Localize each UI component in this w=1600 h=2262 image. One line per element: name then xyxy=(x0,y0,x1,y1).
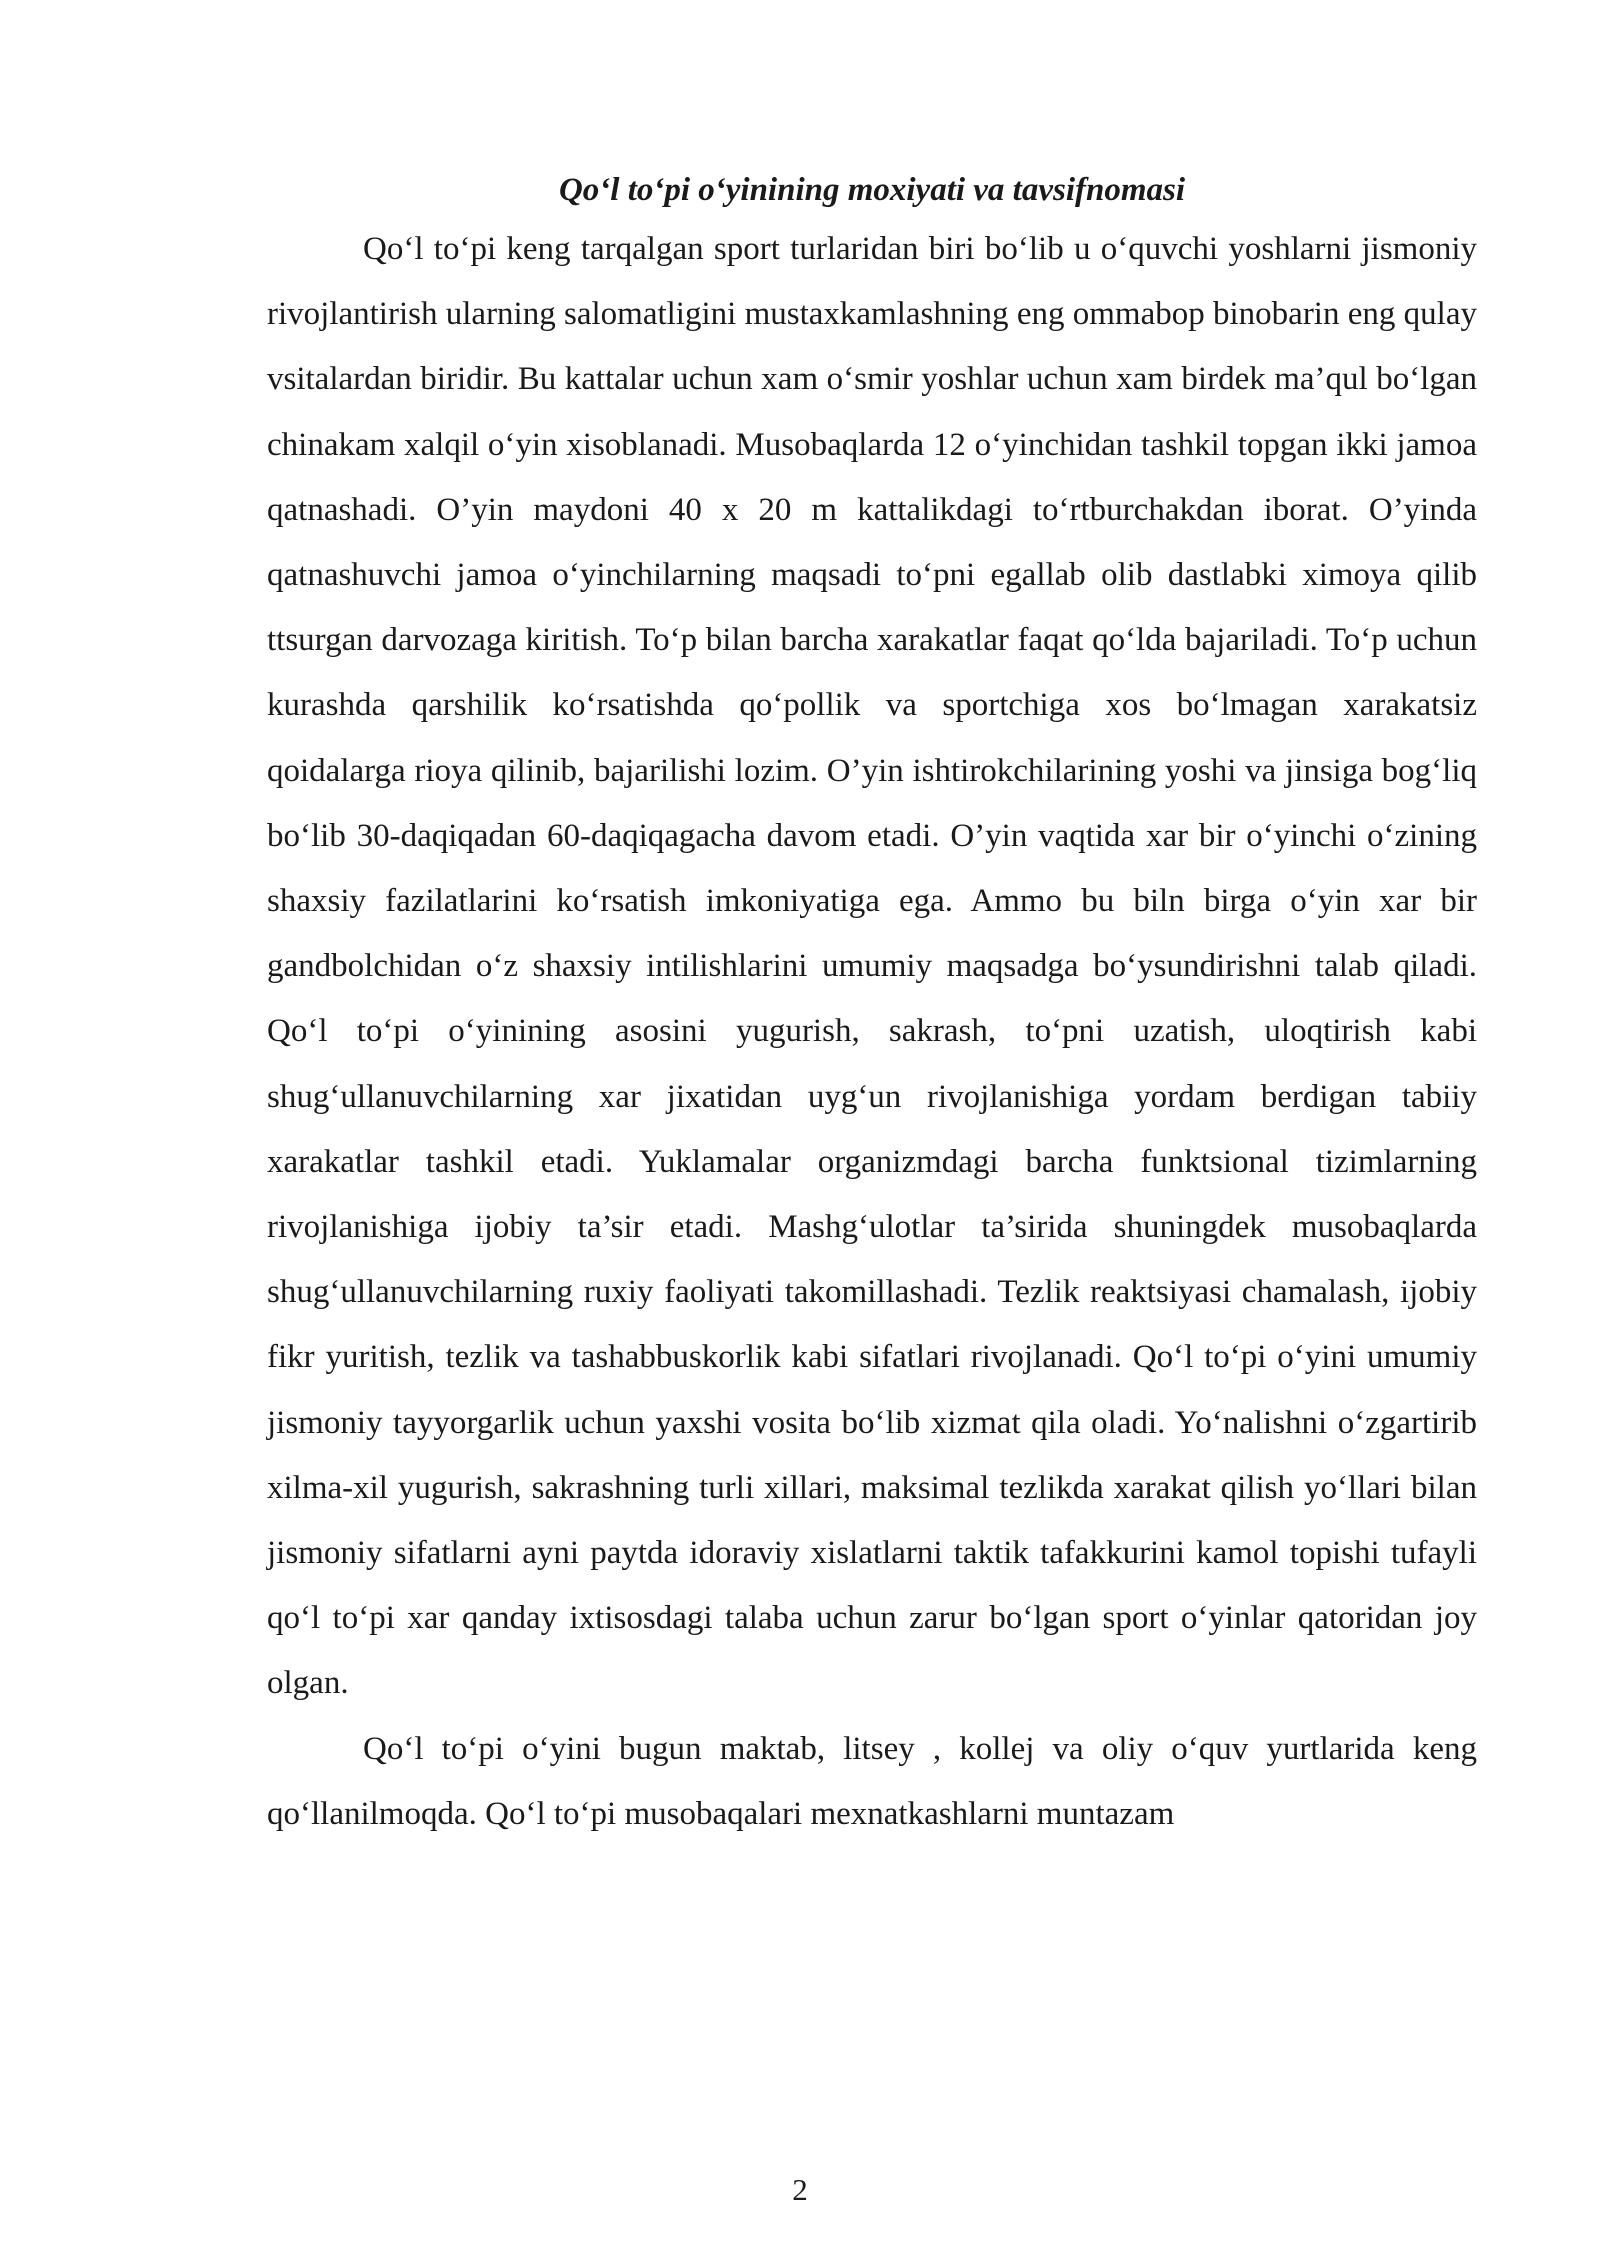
page-number: 2 xyxy=(792,2172,808,2207)
paragraph-1: Qo‘l to‘pi keng tarqalgan sport turlaridan biri bo‘lib u o‘quvchi yoshlarni jismoniy rivojlantirish ularning salomatligini mustaxkamlashning eng ommabop binobarin eng qulay vsitalardan biridir. Bu kattalar uchun xam o‘smir yoshlar uchun xam birdek ma’qul bo‘lgan chinakam xalqil o‘yin xisoblanadi. Musobaqlarda 12 o‘yinchidan tashkil topgan ikki jamoa qatnashadi. O’yin maydoni 40 x 20 m kattalikdagi to‘rtburchakdan iborat. O’yinda qatnashuvchi jamoa o‘yinchilarning maqsadi to‘pni egallab olib dastlabki ximoya qilib ttsurgan darvozaga kiritish. To‘p bilan barcha xarakatlar faqat qo‘lda bajariladi. To‘p uchun kurashda qarshilik ko‘rsatishda qo‘pollik va sportchiga xos bo‘lmagan xarakatsiz qoidalarga rioya qilinib, bajarilishi lozim. O’yin ishtirokchilarining yoshi va jinsiga bog‘liq bo‘lib 30-daqiqadan 60-daqiqagacha davom etadi. O’yin vaqtida xar bir o‘yinchi o‘zining shaxsiy fazilatlarini ko‘rsatish imkoniyatiga ega. Ammo bu biln birga o‘yin xar bir gandbolchidan o‘z shaxsiy intilishlarini umumiy maqsadga bo‘ysundirishni talab qiladi. Qo‘l to‘pi o‘yinining asosini yugurish, sakrash, to‘pni uzatish, uloqtirish kabi shug‘ullanuvchilarning xar jixatidan uyg‘un rivojlanishiga yordam berdigan tabiiy xarakatlar tashkil etadi. Yuklamalar organizmdagi barcha funktsional tizimlarning rivojlanishiga ijobiy ta’sir etadi. Mashg‘ulotlar ta’sirida shuningdek musobaqlarda shug‘ullanuvchilarning ruxiy faoliyati takomillashadi. Tezlik reaktsiyasi chamalash, ijobiy fikr yuritish, tezlik va tashabbuskorlik kabi sifatlari rivojlanadi. Qo‘l to‘pi o‘yini umumiy jismoniy tayyorgarlik uchun yaxshi vosita bo‘lib xizmat qila oladi. Yo‘nalishni o‘zgartirib xilma-xil yugurish, sakrashning turli xillari, maksimal tezlikda xarakat qilish yo‘llari bilan jismoniy sifatlarni ayni paytda idoraviy xislatlarni taktik tafakkurini kamol topishi tufayli qo‘l to‘pi xar qanday ixtisosdagi talaba uchun zarur bo‘lgan sport o‘yinlar qatoridan joy olgan. xyxy=(267,231,1477,1702)
paragraph-2: Qo‘l to‘pi o‘yini bugun maktab, litsey , kollej va oliy o‘quv yurtlarida keng qo‘llanilmoqda. Qo‘l to‘pi musobaqalari mexnatkashlarni muntazam xyxy=(267,1730,1477,1832)
page-body xyxy=(267,163,1477,1847)
document-title: Qo‘l to‘pi o‘yinining moxiyati va tavsifnomasi xyxy=(558,172,1186,208)
